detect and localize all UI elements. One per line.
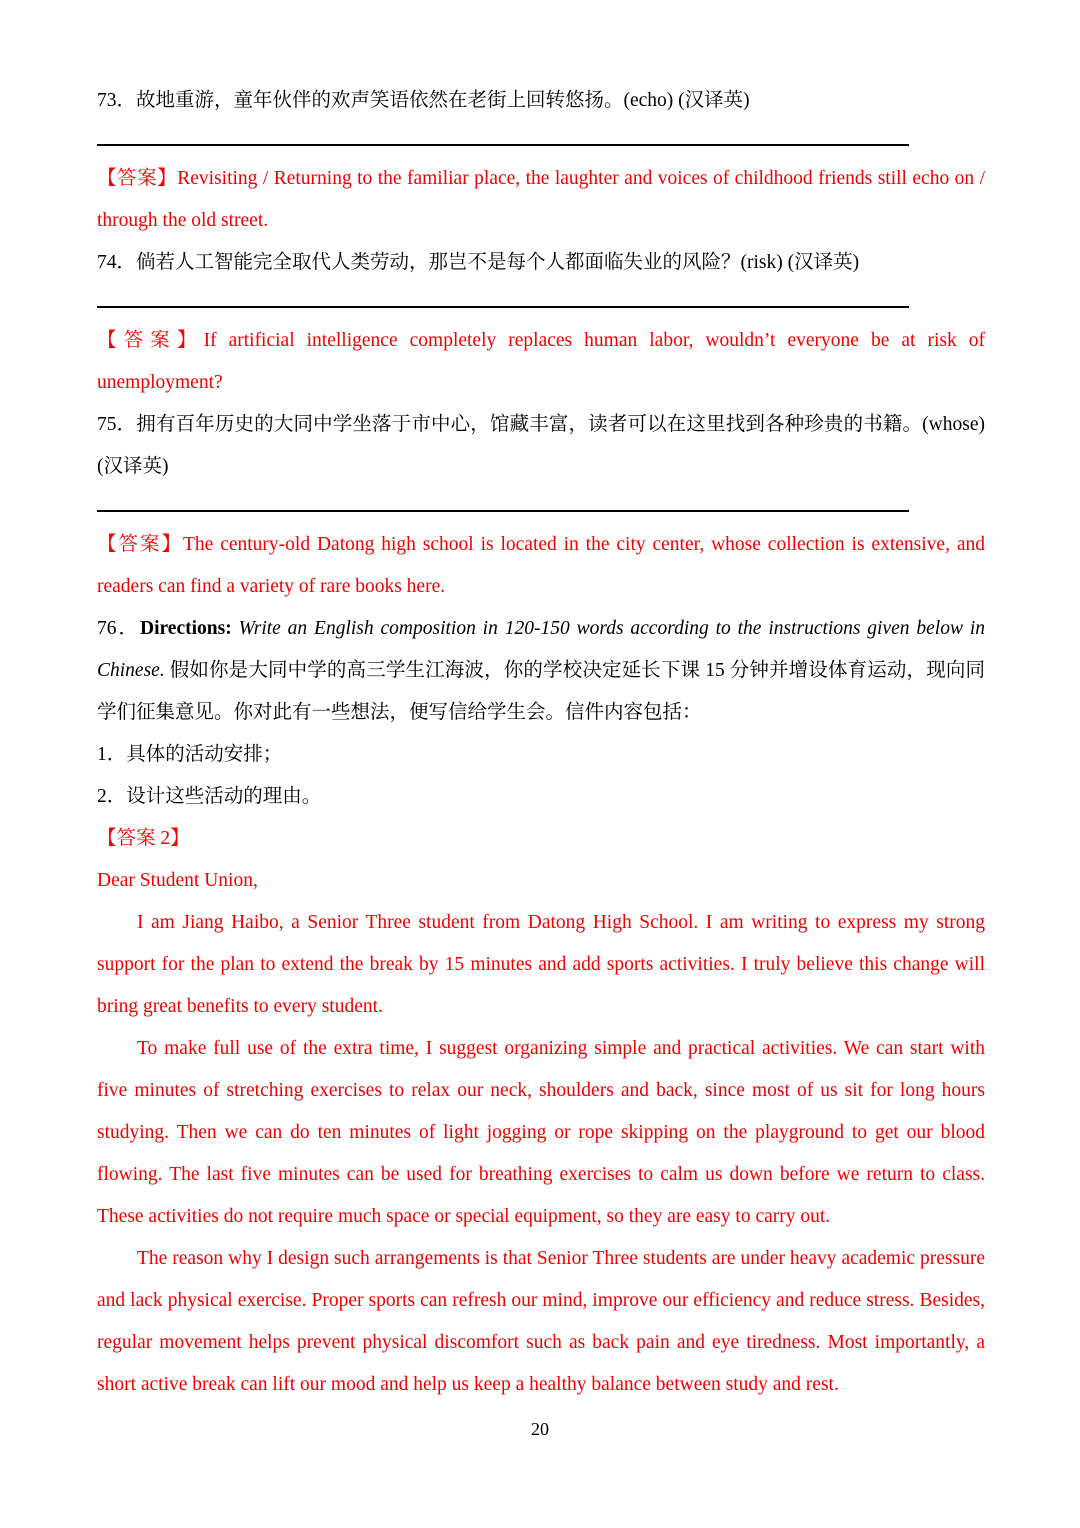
question-73: [97, 80, 985, 122]
answer-label: 【答案】: [97, 534, 184, 555]
answer-75: [97, 524, 985, 608]
question-76-chinese: 假如你是大同中学的高三学生江海波，你的学校决定延长下课 15 分钟并增设体育运动，现向同学们征集意见。你对此有一些想法，便写信给学生会。信件内容包括：: [97, 660, 985, 723]
essay-paragraph-1: [97, 902, 985, 1028]
directions-label: Directions:: [139, 618, 232, 639]
question-75: [97, 404, 985, 488]
essay-paragraph-3-text: The reason why I design such arrangements is that Senior Three students are under heavy academic pressure and lack physical exercise. Proper sports can refresh our mind, improve our efficiency and reduce stress. Besides, regular movement helps prevent physical discomfort such as back pain and eye tiredness. Most importantly, a short active break can lift our mood and help us keep a healthy balance between study and rest.: [97, 1248, 985, 1395]
essay-paragraph-3: [97, 1238, 985, 1406]
essay-paragraph-2: [97, 1028, 985, 1238]
answer-blank-line: [97, 144, 909, 146]
essay-salutation: [97, 860, 985, 902]
answer-blank-line: [97, 306, 909, 308]
question-76-point-2: [97, 776, 985, 818]
question-75-text: 75．拥有百年历史的大同中学坐落于市中心，馆藏丰富，读者可以在这里找到各种珍贵的书籍。(whose) (汉译英): [97, 414, 985, 477]
answer-blank-line: [97, 510, 909, 512]
essay-paragraph-1-text: I am Jiang Haibo, a Senior Three student from Datong High School. I am writing to express my strong support for the plan to extend the break by 15 minutes and add sports activities. I truly believe this change will bring great benefits to every student.: [97, 912, 985, 1017]
essay-paragraph-2-text: To make full use of the extra time, I suggest organizing simple and practical activities. We can start with five minutes of stretching exercises to relax our neck, shoulders and back, since most of us sit for long hours studying. Then we can do ten minutes of light jogging or rope skipping on the playground to get our blood flowing. The last five minutes can be used for breathing exercises to calm us down before we return to class. These activities do not require much space or special equipment, so they are easy to carry out.: [97, 1038, 985, 1227]
question-76: [97, 608, 985, 734]
page-number: 20: [531, 1419, 549, 1439]
answer-label: 【答案】: [97, 168, 178, 189]
answer-2-label-text: 【答案 2】: [97, 828, 190, 849]
point-1-text: 1．具体的活动安排；: [97, 744, 283, 765]
answer-2-label: [97, 818, 985, 860]
answer-74-text: If artificial intelligence completely replaces human labor, wouldn’t everyone be at risk of unemployment?: [97, 330, 985, 393]
question-76-number: 76．: [97, 618, 140, 639]
answer-label: 【答案】: [97, 330, 204, 351]
directions-text: Write an English composition in 120-150 words according to the instructions given below in Chinese.: [97, 618, 985, 681]
question-74: [97, 242, 985, 284]
question-73-text: 73．故地重游，童年伙伴的欢声笑语依然在老街上回转悠扬。(echo) (汉译英): [97, 90, 750, 111]
essay-salutation-text: Dear Student Union,: [97, 870, 258, 891]
answer-75-text: The century-old Datong high school is located in the city center, whose collection is extensive, and readers can find a variety of rare books here.: [97, 534, 985, 597]
question-76-point-1: [97, 734, 985, 776]
point-2-text: 2．设计这些活动的理由。: [97, 786, 322, 807]
question-74-text: 74．倘若人工智能完全取代人类劳动，那岂不是每个人都面临失业的风险？(risk) (汉译英): [97, 252, 860, 273]
answer-73: [97, 158, 985, 242]
answer-73-text: Revisiting / Returning to the familiar place, the laughter and voices of childhood friends still echo on / through the old street.: [97, 168, 985, 231]
answer-74: [97, 320, 985, 404]
